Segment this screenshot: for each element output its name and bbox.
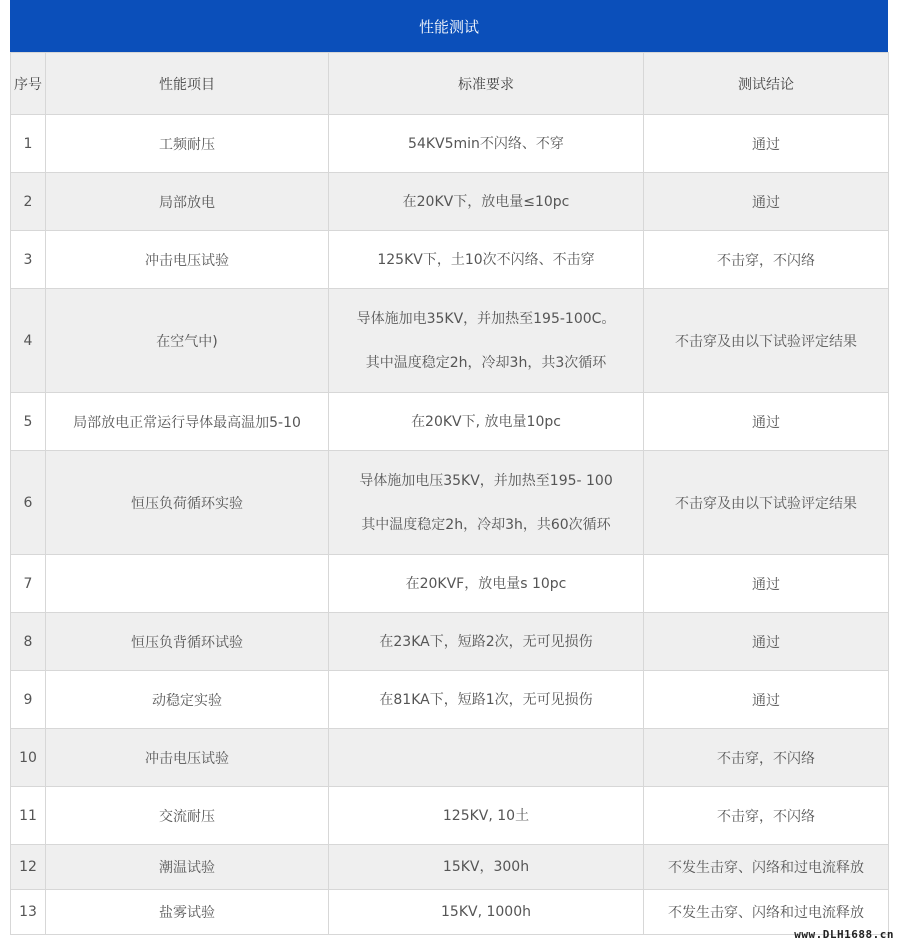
cell-requirement bbox=[329, 115, 644, 173]
cell-item: 局部放电正常运行导体最高温加5-10 bbox=[46, 393, 329, 451]
table-row bbox=[11, 613, 889, 671]
requirement-line: 15KV, 1000h bbox=[441, 904, 531, 920]
cell-index: 7 bbox=[11, 555, 46, 613]
cell-index: 8 bbox=[11, 613, 46, 671]
table-row bbox=[11, 890, 889, 935]
cell-item: 在空气中) bbox=[46, 289, 329, 393]
header-result: 测试结论 bbox=[644, 53, 889, 115]
requirement-line: 在23KA下，短路2次，无可见损伤 bbox=[379, 633, 593, 650]
performance-test-table bbox=[10, 52, 889, 935]
requirement-line: 在81KA下，短路1次，无可见损伤 bbox=[379, 691, 593, 708]
cell-index: 9 bbox=[11, 671, 46, 729]
cell-result: 不击穿，不闪络 bbox=[644, 787, 889, 845]
cell-item: 盐雾试验 bbox=[46, 890, 329, 935]
cell-item: 冲击电压试验 bbox=[46, 231, 329, 289]
cell-requirement bbox=[329, 289, 644, 393]
cell-index: 4 bbox=[11, 289, 46, 393]
cell-requirement bbox=[329, 393, 644, 451]
site-watermark: www.DLH1688.cn bbox=[794, 928, 894, 941]
cell-requirement bbox=[329, 451, 644, 555]
cell-requirement bbox=[329, 231, 644, 289]
cell-item: 动稳定实验 bbox=[46, 671, 329, 729]
cell-item: 恒压负背循环试验 bbox=[46, 613, 329, 671]
cell-requirement bbox=[329, 555, 644, 613]
table-row bbox=[11, 451, 889, 555]
table-row bbox=[11, 115, 889, 173]
table-header-row bbox=[11, 53, 889, 115]
table-row bbox=[11, 393, 889, 451]
requirement-line: 导体施加电压35KV，并加热至195- 100 bbox=[359, 472, 613, 489]
cell-result: 不发生击穿、闪络和过电流释放 bbox=[644, 890, 889, 935]
table-row bbox=[11, 671, 889, 729]
cell-result: 不发生击穿、闪络和过电流释放 bbox=[644, 845, 889, 890]
requirement-line: 其中温度稳定2h，冷却3h，共3次循环 bbox=[365, 354, 607, 371]
cell-item: 恒压负荷循环实验 bbox=[46, 451, 329, 555]
cell-requirement bbox=[329, 890, 644, 935]
cell-result: 不击穿，不闪络 bbox=[644, 231, 889, 289]
header-requirement: 标准要求 bbox=[329, 53, 644, 115]
cell-index: 1 bbox=[11, 115, 46, 173]
requirement-line: 在20KV下，放电量≤10pc bbox=[402, 193, 570, 210]
table-row bbox=[11, 555, 889, 613]
cell-item: 潮温试验 bbox=[46, 845, 329, 890]
cell-result: 通过 bbox=[644, 555, 889, 613]
cell-index: 11 bbox=[11, 787, 46, 845]
cell-result: 通过 bbox=[644, 173, 889, 231]
table-row bbox=[11, 173, 889, 231]
requirement-line: 125KV, 10土 bbox=[442, 807, 530, 824]
cell-requirement bbox=[329, 613, 644, 671]
requirement-line: 54KV5min不闪络、不穿 bbox=[408, 135, 564, 152]
cell-result: 通过 bbox=[644, 115, 889, 173]
requirement-line: 其中温度稳定2h，冷却3h，共60次循环 bbox=[361, 516, 611, 533]
cell-item: 工频耐压 bbox=[46, 115, 329, 173]
cell-requirement bbox=[329, 845, 644, 890]
cell-item bbox=[46, 555, 329, 613]
table-title: 性能测试 bbox=[10, 0, 888, 52]
requirement-line: 在20KV下, 放电量10pc bbox=[411, 413, 561, 430]
requirement-line: 导体施加电35KV，并加热至195-100C。 bbox=[356, 310, 616, 327]
cell-result: 不击穿及由以下试验评定结果 bbox=[644, 289, 889, 393]
cell-index: 10 bbox=[11, 729, 46, 787]
table-row bbox=[11, 231, 889, 289]
cell-requirement bbox=[329, 173, 644, 231]
cell-index: 5 bbox=[11, 393, 46, 451]
cell-item: 交流耐压 bbox=[46, 787, 329, 845]
table-row bbox=[11, 787, 889, 845]
table-row bbox=[11, 729, 889, 787]
cell-item: 局部放电 bbox=[46, 173, 329, 231]
cell-result: 不击穿及由以下试验评定结果 bbox=[644, 451, 889, 555]
header-item: 性能项目 bbox=[46, 53, 329, 115]
requirement-line: 125KV下，土10次不闪络、不击穿 bbox=[377, 251, 595, 268]
cell-result: 不击穿，不闪络 bbox=[644, 729, 889, 787]
cell-result: 通过 bbox=[644, 613, 889, 671]
cell-result: 通过 bbox=[644, 393, 889, 451]
table-row bbox=[11, 289, 889, 393]
cell-index: 2 bbox=[11, 173, 46, 231]
requirement-line: 15KV，300h bbox=[442, 859, 530, 875]
requirement-line: 在20KVF，放电量s 10pc bbox=[405, 575, 567, 592]
cell-index: 3 bbox=[11, 231, 46, 289]
table-row bbox=[11, 845, 889, 890]
cell-index: 13 bbox=[11, 890, 46, 935]
cell-index: 6 bbox=[11, 451, 46, 555]
table-body bbox=[11, 115, 889, 935]
cell-index: 12 bbox=[11, 845, 46, 890]
cell-item: 冲击电压试验 bbox=[46, 729, 329, 787]
cell-requirement bbox=[329, 671, 644, 729]
header-index: 序号 bbox=[11, 53, 46, 115]
cell-requirement bbox=[329, 787, 644, 845]
cell-result: 通过 bbox=[644, 671, 889, 729]
cell-requirement bbox=[329, 729, 644, 787]
